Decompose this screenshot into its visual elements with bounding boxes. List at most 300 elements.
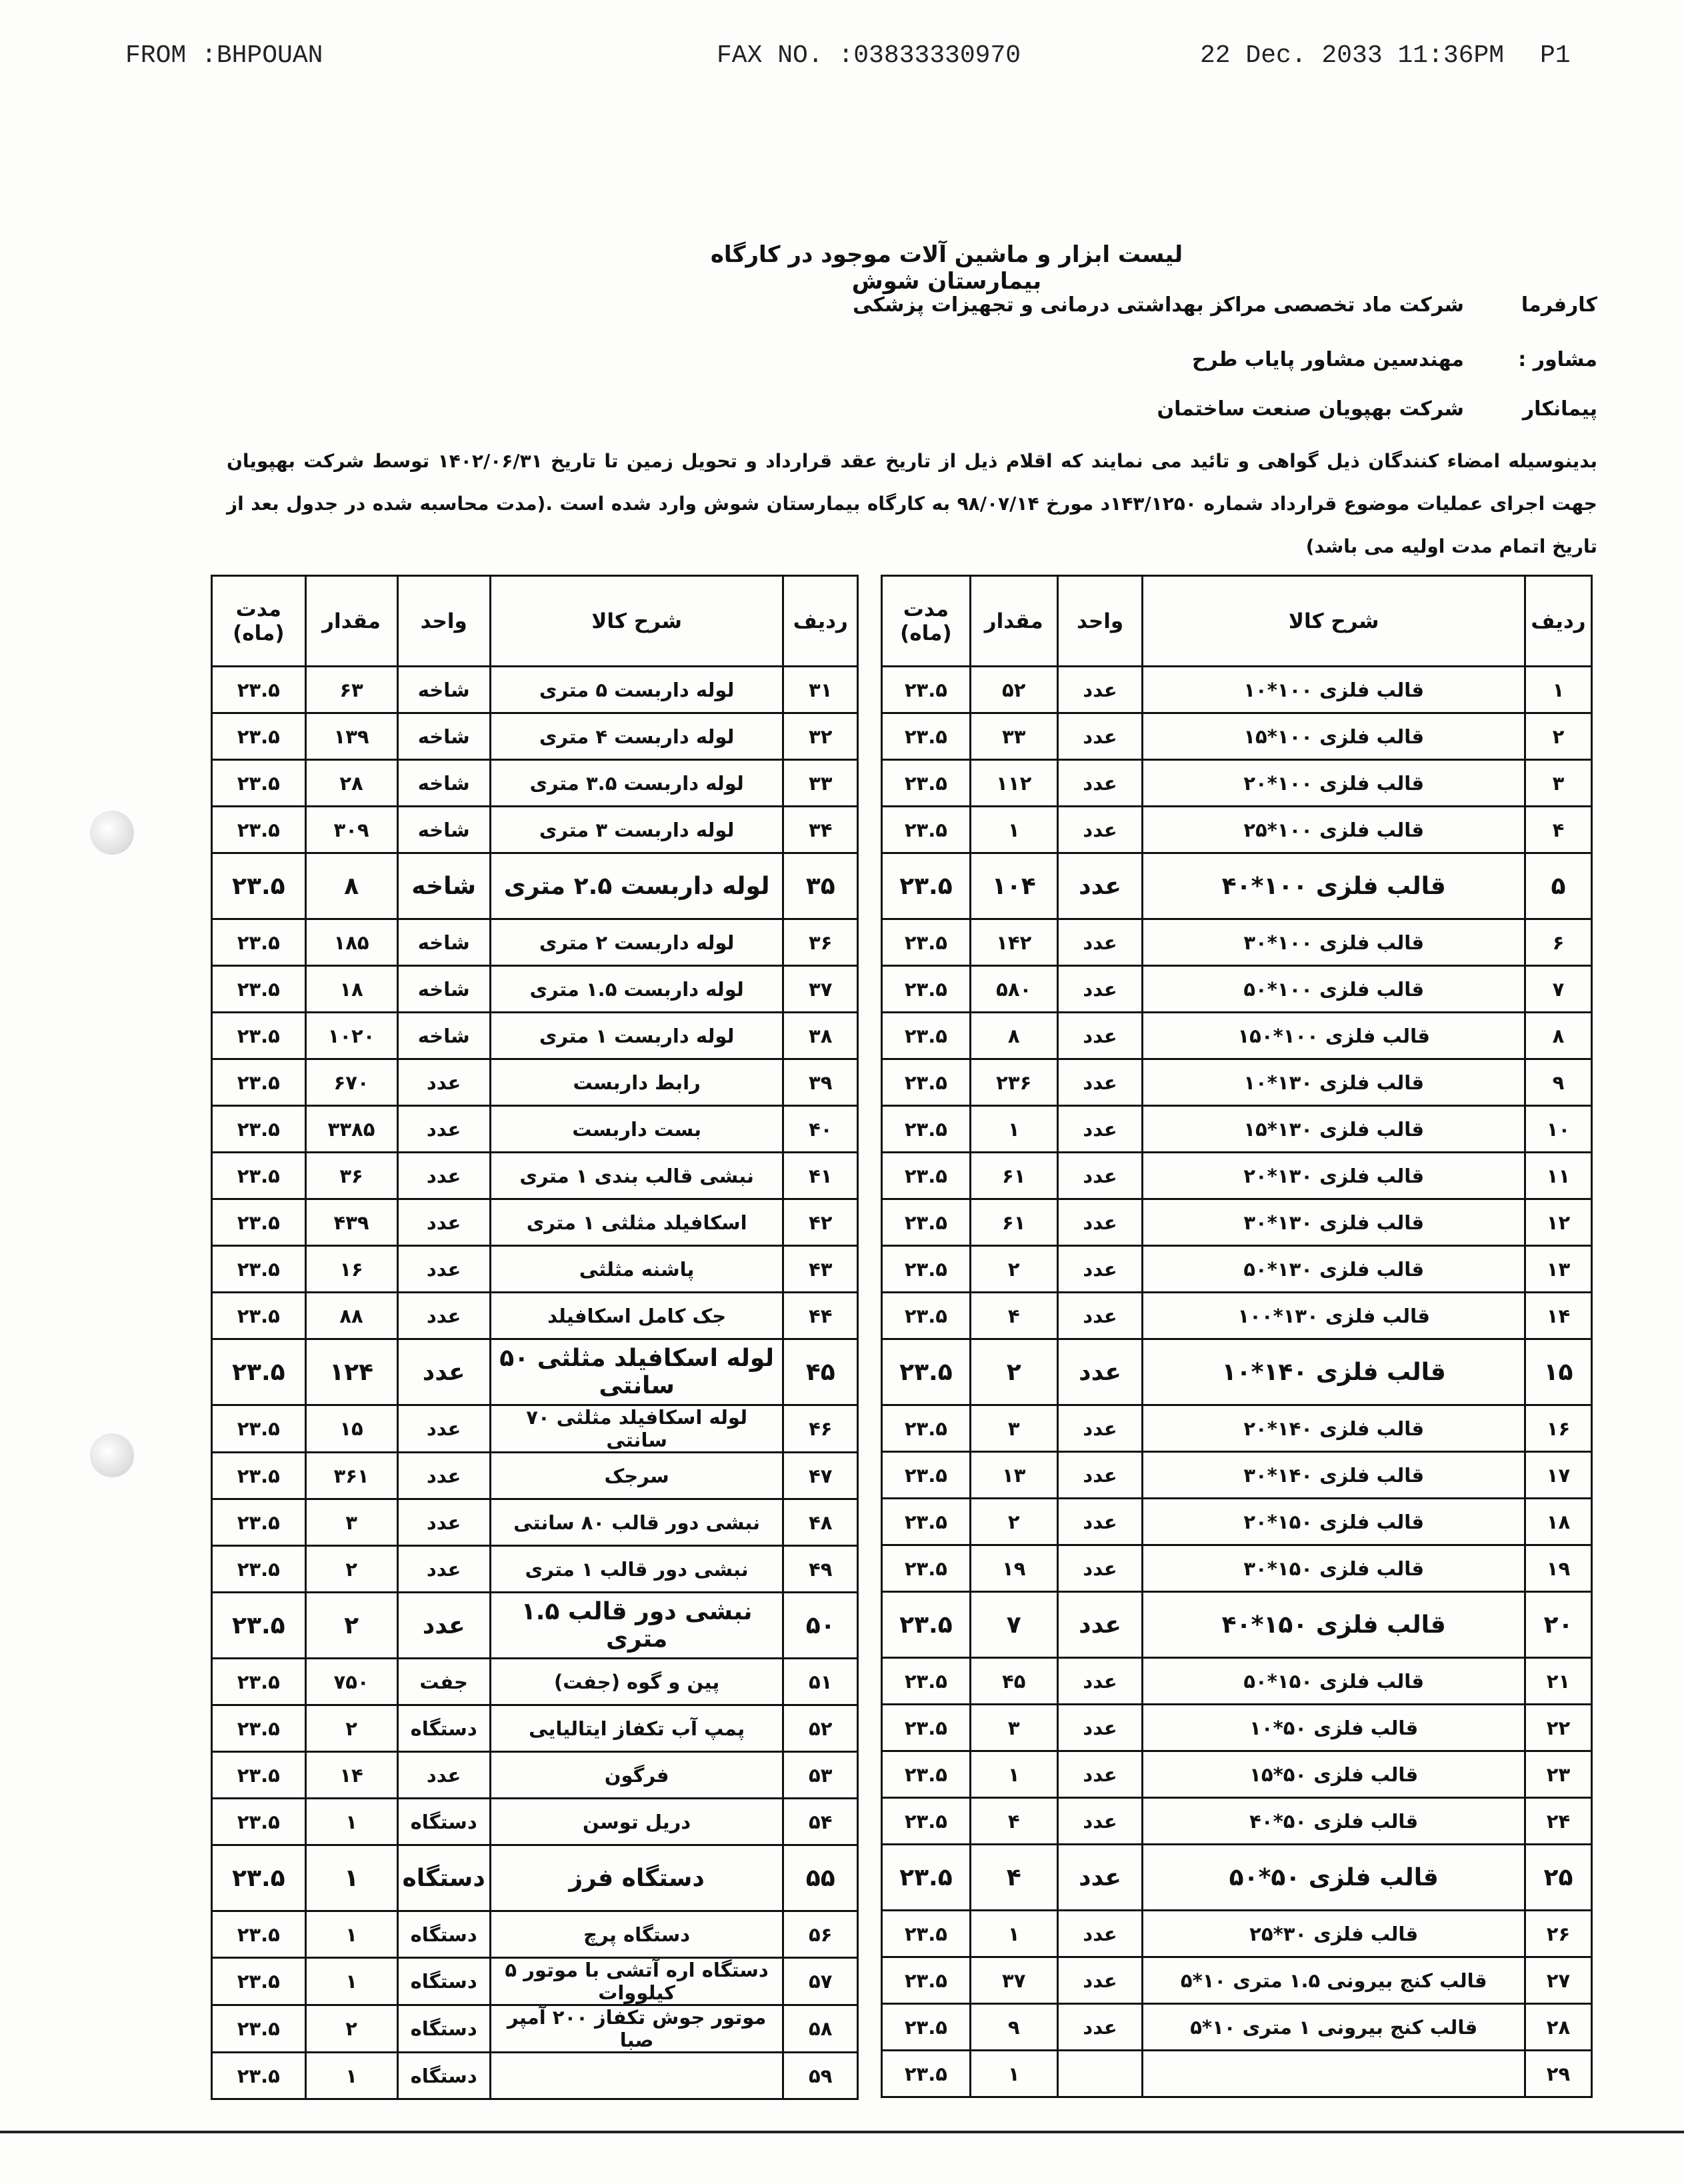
- table-row: [882, 1405, 1592, 1452]
- fax-from: FROM :BHPOUAN: [125, 41, 323, 70]
- table-row: [882, 667, 1592, 713]
- row-number: ۴۰: [783, 1106, 858, 1153]
- unit: جفت: [397, 1659, 490, 1705]
- row-number: ۴: [1525, 807, 1592, 853]
- unit: شاخه: [397, 713, 490, 760]
- table-row: [212, 2053, 858, 2099]
- row-number: ۲۸: [1525, 2004, 1592, 2051]
- item-description: دستگاه اره آتشی با موتور ۵ کیلووات: [490, 1958, 783, 2005]
- table-row: [882, 1911, 1592, 1957]
- row-number: ۴۲: [783, 1199, 858, 1246]
- party-value: شرکت ماد تخصصی مراکز بهداشتی درمانی و تجهیزات پزشکی: [853, 293, 1464, 317]
- item-description: قالب فلزی ۱۰۰*۲۰: [1143, 760, 1525, 807]
- table-row: [882, 1452, 1592, 1499]
- row-number: ۵۶: [783, 1911, 858, 1958]
- item-description: نبشی دور قالب ۱ متری: [490, 1546, 783, 1593]
- row-number: ۵۲: [783, 1705, 858, 1752]
- unit: عدد: [397, 1405, 490, 1453]
- duration: ۲۳.۵: [212, 713, 306, 760]
- row-number: ۵۵: [783, 1845, 858, 1911]
- row-number: ۷: [1525, 966, 1592, 1013]
- unit: عدد: [1057, 1957, 1143, 2004]
- col-row: ردیف: [783, 576, 858, 667]
- table-row: [212, 1705, 858, 1752]
- item-description: لوله داربست ۴ متری: [490, 713, 783, 760]
- row-number: ۳۷: [783, 966, 858, 1013]
- item-description: بست داربست: [490, 1106, 783, 1153]
- duration: ۲۳.۵: [882, 2004, 971, 2051]
- row-number: ۴۶: [783, 1405, 858, 1453]
- duration: ۲۳.۵: [212, 1752, 306, 1799]
- table-row: [882, 1705, 1592, 1751]
- party-value: شرکت بهپویان صنعت ساختمان: [1157, 397, 1464, 421]
- row-number: ۳۹: [783, 1059, 858, 1106]
- row-number: ۴۵: [783, 1339, 858, 1405]
- row-number: ۵۳: [783, 1752, 858, 1799]
- quantity: ۱۴: [305, 1752, 397, 1799]
- row-number: ۹: [1525, 1059, 1592, 1106]
- row-number: ۲۶: [1525, 1911, 1592, 1957]
- item-description: لوله داربست ۵ متری: [490, 667, 783, 713]
- quantity: ۶۷۰: [305, 1059, 397, 1106]
- quantity: ۱۸۵: [305, 919, 397, 966]
- item-description: نبشی قالب بندی ۱ متری: [490, 1153, 783, 1199]
- row-number: ۱۶: [1525, 1405, 1592, 1452]
- unit: عدد: [397, 1153, 490, 1199]
- item-description: قالب فلزی ۵۰*۱۵: [1143, 1751, 1525, 1798]
- col-desc: شرح کالا: [490, 576, 783, 667]
- table-row: [212, 713, 858, 760]
- item-description: قالب فلزی ۱۳۰*۱۰: [1143, 1059, 1525, 1106]
- quantity: ۱۵: [305, 1405, 397, 1453]
- row-number: ۲۷: [1525, 1957, 1592, 2004]
- table-row: [212, 1153, 858, 1199]
- col-duration: مدت (ماه): [212, 576, 306, 667]
- quantity: ۱: [305, 2053, 397, 2099]
- col-desc: شرح کالا: [1143, 576, 1525, 667]
- quantity: ۱: [305, 1799, 397, 1845]
- row-number: ۳۱: [783, 667, 858, 713]
- quantity: ۶۱: [970, 1199, 1057, 1246]
- quantity: ۴: [970, 1845, 1057, 1911]
- item-description: اسکافیلد مثلثی ۱ متری: [490, 1199, 783, 1246]
- duration: ۲۳.۵: [882, 1658, 971, 1705]
- row-number: ۴۸: [783, 1499, 858, 1546]
- table-header: [212, 576, 858, 667]
- quantity: ۱۳: [970, 1452, 1057, 1499]
- unit: دستگاه: [397, 1799, 490, 1845]
- item-description: قالب فلزی ۵۰*۱۰: [1143, 1705, 1525, 1751]
- quantity: ۲۳۶: [970, 1059, 1057, 1106]
- unit: [1057, 2051, 1143, 2097]
- quantity: ۱: [305, 1845, 397, 1911]
- duration: ۲۳.۵: [882, 1545, 971, 1592]
- duration: ۲۳.۵: [882, 853, 971, 919]
- quantity: ۳: [970, 1705, 1057, 1751]
- unit: عدد: [1057, 667, 1143, 713]
- item-description: قالب فلزی ۱۴۰*۲۰: [1143, 1405, 1525, 1452]
- row-number: ۵۱: [783, 1659, 858, 1705]
- quantity: ۱: [970, 1751, 1057, 1798]
- binder-hole: [90, 1433, 134, 1477]
- duration: ۲۳.۵: [882, 1293, 971, 1339]
- unit: عدد: [1057, 1059, 1143, 1106]
- table-row: [882, 1013, 1592, 1059]
- row-number: ۴۴: [783, 1293, 858, 1339]
- table-row: [882, 1751, 1592, 1798]
- unit: عدد: [397, 1499, 490, 1546]
- duration: ۲۳.۵: [212, 1705, 306, 1752]
- duration: ۲۳.۵: [212, 1453, 306, 1499]
- duration: ۲۳.۵: [212, 1911, 306, 1958]
- quantity: ۱: [970, 807, 1057, 853]
- row-number: ۵۷: [783, 1958, 858, 2005]
- table-row: [212, 1752, 858, 1799]
- fax-page: P1: [1540, 41, 1571, 70]
- unit: دستگاه: [397, 2005, 490, 2053]
- duration: ۲۳.۵: [212, 807, 306, 853]
- duration: ۲۳.۵: [882, 667, 971, 713]
- item-description: لوله اسکافیلد مثلثی ۷۰ سانتی: [490, 1405, 783, 1453]
- row-number: ۳۴: [783, 807, 858, 853]
- row-number: ۸: [1525, 1013, 1592, 1059]
- quantity: ۲: [305, 1593, 397, 1659]
- unit: عدد: [1057, 1452, 1143, 1499]
- duration: ۲۳.۵: [212, 1405, 306, 1453]
- row-number: ۴۹: [783, 1546, 858, 1593]
- quantity: ۱: [970, 1106, 1057, 1153]
- row-number: ۴۱: [783, 1153, 858, 1199]
- quantity: ۲: [305, 1705, 397, 1752]
- row-number: ۵۰: [783, 1593, 858, 1659]
- item-description: فرگون: [490, 1752, 783, 1799]
- table-row: [882, 1199, 1592, 1246]
- row-number: ۱۰: [1525, 1106, 1592, 1153]
- table-row: [882, 1957, 1592, 2004]
- table-row: [212, 1958, 858, 2005]
- row-number: ۵۸: [783, 2005, 858, 2053]
- table-row: [882, 1153, 1592, 1199]
- duration: ۲۳.۵: [212, 1293, 306, 1339]
- item-description: دستگاه فرز: [490, 1845, 783, 1911]
- table-row: [882, 1059, 1592, 1106]
- item-description: دریل توسن: [490, 1799, 783, 1845]
- item-description: قالب فلزی ۳۰*۲۵: [1143, 1911, 1525, 1957]
- quantity: ۵۸۰: [970, 966, 1057, 1013]
- unit: دستگاه: [397, 2053, 490, 2099]
- duration: ۲۳.۵: [882, 1499, 971, 1545]
- unit: شاخه: [397, 1013, 490, 1059]
- item-description: لوله داربست ۲ متری: [490, 919, 783, 966]
- quantity: ۸: [305, 853, 397, 919]
- unit: عدد: [397, 1199, 490, 1246]
- unit: عدد: [1057, 1658, 1143, 1705]
- duration: ۲۳.۵: [882, 1339, 971, 1405]
- row-number: ۵: [1525, 853, 1592, 919]
- duration: ۲۳.۵: [212, 2053, 306, 2099]
- duration: ۲۳.۵: [882, 1592, 971, 1658]
- unit: عدد: [397, 1593, 490, 1659]
- unit: عدد: [1057, 1751, 1143, 1798]
- item-description: لوله داربست ۳.۵ متری: [490, 760, 783, 807]
- unit: شاخه: [397, 667, 490, 713]
- table-row: [882, 853, 1592, 919]
- unit: عدد: [397, 1546, 490, 1593]
- unit: عدد: [1057, 1293, 1143, 1339]
- table-row: [212, 1911, 858, 1958]
- table-row: [212, 1845, 858, 1911]
- quantity: ۱۲۴: [305, 1339, 397, 1405]
- quantity: ۴۵: [970, 1658, 1057, 1705]
- unit: عدد: [1057, 966, 1143, 1013]
- items-table-left: [211, 575, 859, 2100]
- duration: ۲۳.۵: [882, 1405, 971, 1452]
- col-qty: مقدار: [305, 576, 397, 667]
- quantity: ۱۰۲۰: [305, 1013, 397, 1059]
- unit: عدد: [397, 1246, 490, 1293]
- duration: ۲۳.۵: [212, 1659, 306, 1705]
- table-row: [882, 713, 1592, 760]
- item-description: قالب کنج بیرونی ۱ متری ۱۰*۵: [1143, 2004, 1525, 2051]
- row-number: ۳۶: [783, 919, 858, 966]
- table-row: [882, 1246, 1592, 1293]
- table-row: [882, 1499, 1592, 1545]
- table-row: [212, 1106, 858, 1153]
- duration: ۲۳.۵: [882, 2051, 971, 2097]
- quantity: ۹: [970, 2004, 1057, 2051]
- unit: عدد: [397, 1059, 490, 1106]
- unit: عدد: [1057, 807, 1143, 853]
- item-description: قالب فلزی ۱۰۰*۲۵: [1143, 807, 1525, 853]
- duration: ۲۳.۵: [212, 919, 306, 966]
- quantity: ۷۵۰: [305, 1659, 397, 1705]
- unit: شاخه: [397, 919, 490, 966]
- unit: عدد: [1057, 713, 1143, 760]
- duration: ۲۳.۵: [212, 1106, 306, 1153]
- party-value: مهندسین مشاور پایاب طرح: [1191, 348, 1464, 371]
- item-description: قالب فلزی ۱۰۰*۱۵: [1143, 713, 1525, 760]
- quantity: ۵۲: [970, 667, 1057, 713]
- unit: شاخه: [397, 760, 490, 807]
- quantity: ۴۳۹: [305, 1199, 397, 1246]
- item-description: قالب فلزی ۱۵۰*۲۰: [1143, 1499, 1525, 1545]
- unit: دستگاه: [397, 1911, 490, 1958]
- duration: ۲۳.۵: [882, 1452, 971, 1499]
- row-number: ۱۲: [1525, 1199, 1592, 1246]
- duration: ۲۳.۵: [212, 760, 306, 807]
- quantity: ۳: [305, 1499, 397, 1546]
- item-description: قالب کنج بیرونی ۱.۵ متری ۱۰*۵: [1143, 1957, 1525, 2004]
- col-duration: مدت (ماه): [882, 576, 971, 667]
- table-row: [882, 919, 1592, 966]
- col-qty: مقدار: [970, 576, 1057, 667]
- table-row: [212, 966, 858, 1013]
- duration: ۲۳.۵: [882, 1845, 971, 1911]
- duration: ۲۳.۵: [212, 1593, 306, 1659]
- row-number: ۳۵: [783, 853, 858, 919]
- item-description: قالب فلزی ۱۳۰*۱۵: [1143, 1106, 1525, 1153]
- item-description: پاشنه مثلثی: [490, 1246, 783, 1293]
- quantity: ۲: [970, 1246, 1057, 1293]
- item-description: قالب فلزی ۱۰۰*۱۵۰: [1143, 1013, 1525, 1059]
- unit: عدد: [397, 1106, 490, 1153]
- quantity: ۲۸: [305, 760, 397, 807]
- duration: ۲۳.۵: [882, 1013, 971, 1059]
- unit: عدد: [1057, 1845, 1143, 1911]
- table-row: [212, 853, 858, 919]
- unit: عدد: [1057, 2004, 1143, 2051]
- item-description: قالب فلزی ۱۰۰*۱۰: [1143, 667, 1525, 713]
- item-description: قالب فلزی ۱۰۰*۵۰: [1143, 966, 1525, 1013]
- quantity: ۲: [305, 2005, 397, 2053]
- item-description: نبشی دور قالب ۸۰ سانتی: [490, 1499, 783, 1546]
- quantity: ۱: [305, 1911, 397, 1958]
- table-row: [882, 2004, 1592, 2051]
- duration: ۲۳.۵: [212, 1153, 306, 1199]
- table-row: [882, 807, 1592, 853]
- unit: عدد: [1057, 853, 1143, 919]
- table-row: [882, 1658, 1592, 1705]
- quantity: ۱۳۹: [305, 713, 397, 760]
- quantity: ۱۹: [970, 1545, 1057, 1592]
- item-description: لوله داربست ۲.۵ متری: [490, 853, 783, 919]
- item-description: [490, 2053, 783, 2099]
- item-description: موتور جوش تکفاز ۲۰۰ آمپر صبا: [490, 2005, 783, 2053]
- item-description: قالب فلزی ۱۰۰*۴۰: [1143, 853, 1525, 919]
- item-description: قالب فلزی ۱۰۰*۳۰: [1143, 919, 1525, 966]
- quantity: ۳۶: [305, 1153, 397, 1199]
- unit: دستگاه: [397, 1845, 490, 1911]
- unit: عدد: [397, 1752, 490, 1799]
- quantity: ۱۱۲: [970, 760, 1057, 807]
- duration: ۲۳.۵: [212, 1845, 306, 1911]
- unit: شاخه: [397, 853, 490, 919]
- page-bottom-rule: [0, 2131, 1684, 2133]
- unit: عدد: [1057, 1339, 1143, 1405]
- quantity: ۲: [305, 1546, 397, 1593]
- item-description: قالب فلزی ۱۴۰*۳۰: [1143, 1452, 1525, 1499]
- item-description: [1143, 2051, 1525, 2097]
- quantity: ۳: [970, 1405, 1057, 1452]
- row-number: ۱۱: [1525, 1153, 1592, 1199]
- col-unit: واحد: [397, 576, 490, 667]
- row-number: ۳۲: [783, 713, 858, 760]
- quantity: ۱۸: [305, 966, 397, 1013]
- unit: عدد: [1057, 1246, 1143, 1293]
- item-description: لوله داربست ۱.۵ متری: [490, 966, 783, 1013]
- unit: دستگاه: [397, 1958, 490, 2005]
- row-number: ۱۷: [1525, 1452, 1592, 1499]
- quantity: ۱: [305, 1958, 397, 2005]
- document-title: لیست ابزار و ماشین آلات موجود در کارگاه بیمارستان شوش: [710, 241, 1183, 295]
- item-description: قالب فلزی ۱۳۰*۳۰: [1143, 1199, 1525, 1246]
- row-number: ۲: [1525, 713, 1592, 760]
- party-employer: [853, 293, 1597, 317]
- table-row: [212, 1453, 858, 1499]
- row-number: ۵۴: [783, 1799, 858, 1845]
- quantity: ۱: [970, 1911, 1057, 1957]
- row-number: ۱۸: [1525, 1499, 1592, 1545]
- duration: ۲۳.۵: [882, 1705, 971, 1751]
- table-row: [882, 1545, 1592, 1592]
- table-row: [212, 667, 858, 713]
- item-description: سرجک: [490, 1453, 783, 1499]
- item-description: قالب فلزی ۱۵۰*۳۰: [1143, 1545, 1525, 1592]
- item-description: جک کامل اسکافیلد: [490, 1293, 783, 1339]
- row-number: ۱۴: [1525, 1293, 1592, 1339]
- item-description: قالب فلزی ۱۳۰*۲۰: [1143, 1153, 1525, 1199]
- duration: ۲۳.۵: [212, 2005, 306, 2053]
- table-row: [882, 1798, 1592, 1845]
- unit: عدد: [1057, 1106, 1143, 1153]
- duration: ۲۳.۵: [212, 1499, 306, 1546]
- unit: عدد: [1057, 760, 1143, 807]
- table-row: [212, 1546, 858, 1593]
- row-number: ۱: [1525, 667, 1592, 713]
- quantity: ۶۱: [970, 1153, 1057, 1199]
- duration: ۲۳.۵: [212, 1013, 306, 1059]
- table-row: [212, 1199, 858, 1246]
- table-header: [882, 576, 1592, 667]
- table-row: [882, 1106, 1592, 1153]
- duration: ۲۳.۵: [212, 1246, 306, 1293]
- party-label: کارفرما: [1521, 293, 1597, 317]
- table-row: [212, 1339, 858, 1405]
- table-row: [212, 1013, 858, 1059]
- duration: ۲۳.۵: [212, 853, 306, 919]
- item-description: رابط داربست: [490, 1059, 783, 1106]
- quantity: ۳۰۹: [305, 807, 397, 853]
- duration: ۲۳.۵: [882, 1911, 971, 1957]
- unit: عدد: [1057, 1153, 1143, 1199]
- quantity: ۱۶: [305, 1246, 397, 1293]
- quantity: ۸۸: [305, 1293, 397, 1339]
- party-label: پیمانکار: [1522, 397, 1597, 421]
- unit: عدد: [1057, 1405, 1143, 1452]
- row-number: ۲۹: [1525, 2051, 1592, 2097]
- duration: ۲۳.۵: [882, 1199, 971, 1246]
- table-row: [882, 1592, 1592, 1658]
- table-row: [212, 919, 858, 966]
- duration: ۲۳.۵: [882, 713, 971, 760]
- party-consultant: [1192, 348, 1597, 371]
- duration: ۲۳.۵: [212, 667, 306, 713]
- duration: ۲۳.۵: [882, 1153, 971, 1199]
- table-row: [882, 1339, 1592, 1405]
- item-description: لوله اسکافیلد مثلثی ۵۰ سانتی: [490, 1339, 783, 1405]
- row-number: ۳۳: [783, 760, 858, 807]
- item-description: قالب فلزی ۱۴۰*۱۰: [1143, 1339, 1525, 1405]
- duration: ۲۳.۵: [882, 1059, 971, 1106]
- item-description: قالب فلزی ۵۰*۴۰: [1143, 1798, 1525, 1845]
- intro-paragraph: بدینوسیله امضاء کنندگان ذیل گواهی و تائید می نمایند که اقلام ذیل از تاریخ عقد قرارداد و تحویل زمین تا تاریخ ۱۴۰۲/۰۶/۳۱ توسط شرکت بهپویان جهت اجرای عملیات موضوع قرارداد شماره ۱۴۳/۱۲۵۰د مورخ ۹۸/۰۷/۱۴ به کارگاه بیمارستان شوش وارد شده است .(مدت محاسبه شده در جدول بعد از تاریخ اتمام مدت اولیه می باشد): [227, 450, 1597, 557]
- row-number: ۴۷: [783, 1453, 858, 1499]
- quantity: ۳۶۱: [305, 1453, 397, 1499]
- quantity: ۶۳: [305, 667, 397, 713]
- fax-datetime: 22 Dec. 2033 11:36PM: [1200, 41, 1505, 70]
- table-row: [882, 966, 1592, 1013]
- table-row: [212, 1293, 858, 1339]
- party-label: مشاور :: [1518, 348, 1597, 371]
- table-row: [212, 807, 858, 853]
- row-number: ۲۰: [1525, 1592, 1592, 1658]
- row-number: ۱۹: [1525, 1545, 1592, 1592]
- table-row: [882, 1293, 1592, 1339]
- quantity: ۲: [970, 1499, 1057, 1545]
- quantity: ۸: [970, 1013, 1057, 1059]
- item-description: لوله داربست ۳ متری: [490, 807, 783, 853]
- col-row: ردیف: [1525, 576, 1592, 667]
